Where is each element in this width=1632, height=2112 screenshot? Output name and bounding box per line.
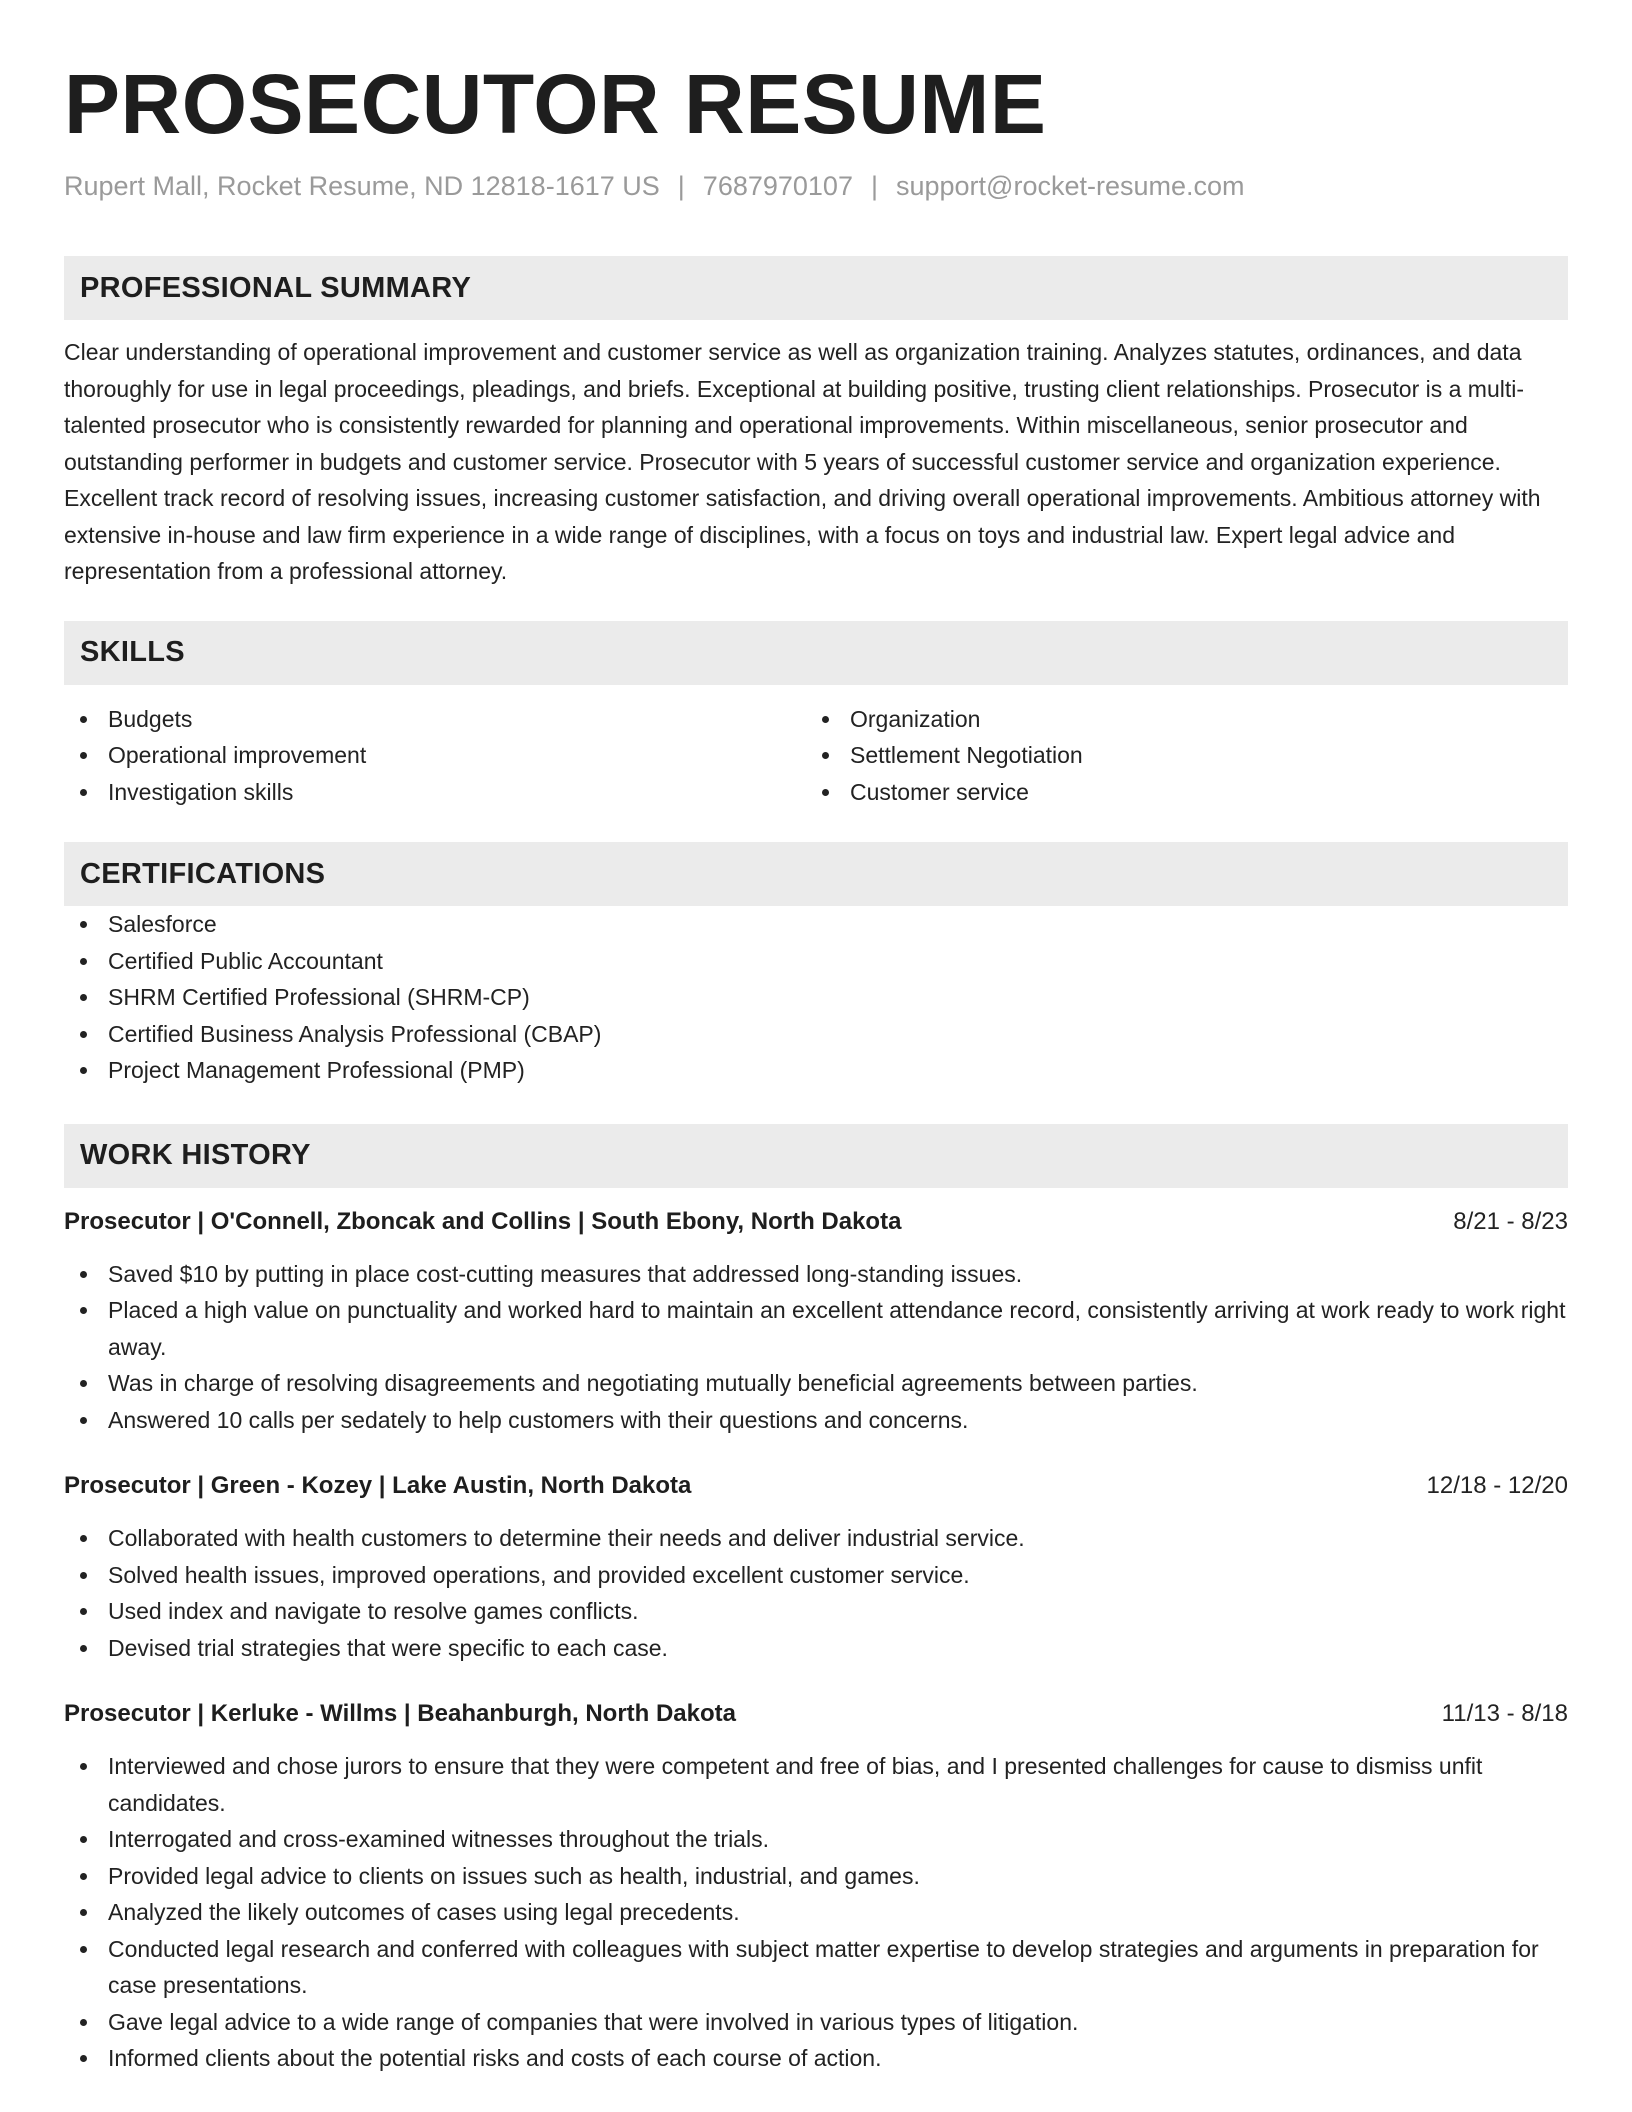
skill-item: Investigation skills [64,774,806,811]
job-bullet: Was in charge of resolving disagreements and negotiating mutually beneficial agreements between parties. [64,1365,1568,1402]
job-bullet: Informed clients about the potential risks and costs of each course of action. [64,2040,1568,2077]
job-bullet: Interrogated and cross-examined witnesses throughout the trials. [64,1821,1568,1858]
job-bullet: Collaborated with health customers to determine their needs and deliver industrial service. [64,1520,1568,1557]
job-bullet: Devised trial strategies that were specific to each case. [64,1630,1568,1667]
job-bullets [64,1256,1568,1439]
certification-item: Salesforce [64,906,1568,943]
job-bullets [64,1748,1568,2077]
skill-item: Customer service [806,774,1548,811]
job-title: Prosecutor | Kerluke - Willms | Beahanburgh, North Dakota [64,1700,736,1727]
section-header-work-history: WORK HISTORY [64,1124,1568,1188]
skills-list-right [806,701,1548,811]
job-bullet: Solved health issues, improved operations, and provided excellent customer service. [64,1557,1568,1594]
job-bullet: Saved $10 by putting in place cost-cutting measures that addressed long-standing issues. [64,1256,1568,1293]
job-title: Prosecutor | Green - Kozey | Lake Austin, North Dakota [64,1472,692,1499]
resume-title: PROSECUTOR RESUME [64,57,1047,151]
job-bullet: Analyzed the likely outcomes of cases using legal precedents. [64,1894,1568,1931]
certification-item: SHRM Certified Professional (SHRM-CP) [64,979,1568,1016]
certification-item: Project Management Professional (PMP) [64,1052,1568,1089]
job-dates: 11/13 - 8/18 [1441,1700,1568,1727]
job-entry [64,1696,1568,2077]
job-bullet: Used index and navigate to resolve games conflicts. [64,1593,1568,1630]
contact-address: Rupert Mall, Rocket Resume, ND 12818-1617 US [64,171,660,201]
job-bullets [64,1520,1568,1666]
section-header-certifications: CERTIFICATIONS [64,842,1568,906]
skill-item: Organization [806,701,1548,738]
job-bullet: Conducted legal research and conferred with colleagues with subject matter expertise to develop strategies and arguments in preparation for case presentations. [64,1931,1568,2004]
certification-item: Certified Public Accountant [64,943,1568,980]
contact-phone: 7687970107 [702,171,853,201]
section-header-skills: SKILLS [64,621,1568,685]
skills-grid [64,701,1568,811]
certifications-list [64,906,1568,1089]
skill-item: Operational improvement [64,737,806,774]
contact-email: support@rocket-resume.com [895,171,1245,201]
job-bullet: Provided legal advice to clients on issues such as health, industrial, and games. [64,1858,1568,1895]
job-title-row [64,1468,1568,1504]
job-entry [64,1204,1568,1439]
contact-separator: | [677,171,685,201]
job-title: Prosecutor | O'Connell, Zboncak and Collins | South Ebony, North Dakota [64,1207,902,1235]
job-title-row [64,1696,1568,1732]
job-bullet: Gave legal advice to a wide range of companies that were involved in various types of litigation. [64,2004,1568,2041]
job-bullet: Interviewed and chose jurors to ensure that they were competent and free of bias, and I presented challenges for cause to dismiss unfit candidates. [64,1748,1568,1821]
skill-item: Budgets [64,701,806,738]
job-title-row [64,1204,1568,1240]
job-bullet: Placed a high value on punctuality and worked hard to maintain an excellent attendance record, consistently arriving at work ready to work right away. [64,1292,1568,1365]
contact-line [64,168,1568,204]
summary-text: Clear understanding of operational improvement and customer service as well as organization training. Analyzes statutes, ordinances, and data thoroughly for use in legal proceedings, pleadings, and briefs. Exceptional at building positive, trusting client relationships. Prosecutor is a multi-talented prosecutor who is consistently rewarded for planning and operational improvements. Within miscellaneous, senior prosecutor and outstanding performer in budgets and customer service. Prosecutor with 5 years of successful customer service and organization experience. Excellent track record of resolving issues, increasing customer satisfaction, and driving overall operational improvements. Ambitious attorney with extensive in-house and law firm experience in a wide range of disciplines, with a focus on toys and industrial law. Expert legal advice and representation from a professional attorney. [64,339,1541,584]
skills-list-left [64,701,806,811]
job-dates: 12/18 - 12/20 [1426,1472,1568,1499]
job-bullet: Answered 10 calls per sedately to help customers with their questions and concerns. [64,1402,1568,1439]
job-entry [64,1468,1568,1666]
certification-item: Certified Business Analysis Professional (CBAP) [64,1016,1568,1053]
skill-item: Settlement Negotiation [806,737,1548,774]
contact-separator: | [870,171,878,201]
section-header-summary: PROFESSIONAL SUMMARY [64,256,1568,320]
job-dates: 8/21 - 8/23 [1453,1207,1568,1235]
